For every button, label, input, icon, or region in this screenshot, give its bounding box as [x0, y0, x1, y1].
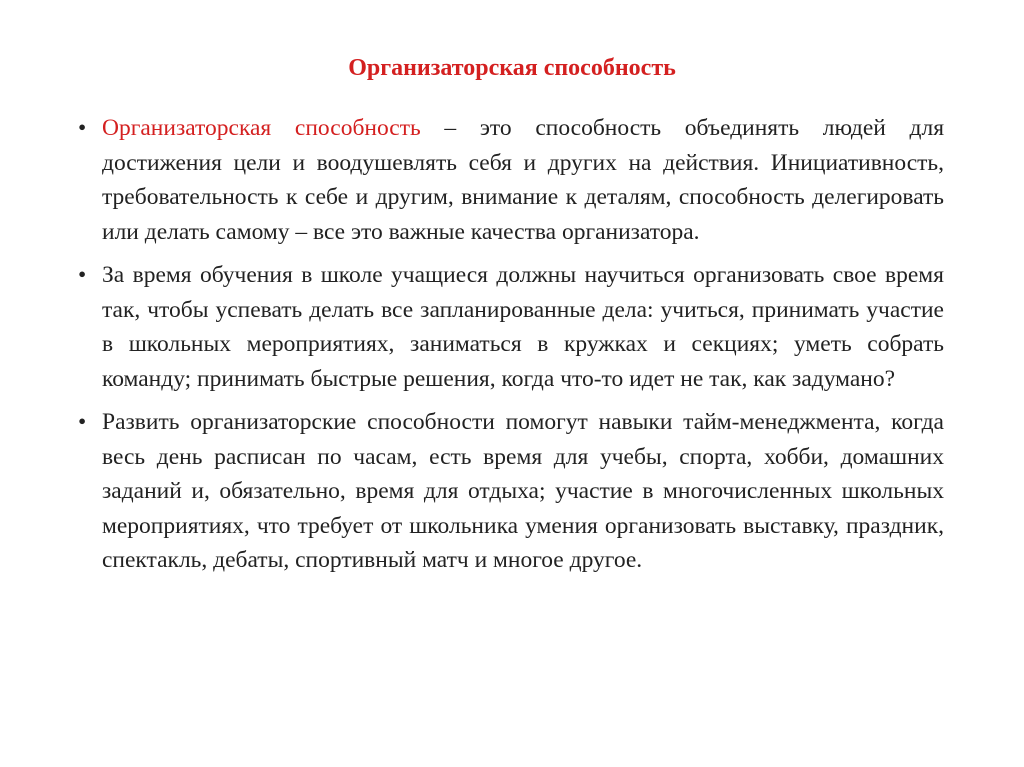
- bullet-item: [78, 405, 944, 578]
- bullet-text: – это способность объединять людей для достижения цели и воодушевлять себя и других на действия. Инициативность, требовательность к себе и другим, внимание к деталям, способность делегировать или делать самому – все это важные качества организатора.: [102, 115, 945, 245]
- bullet-icon: •: [78, 115, 87, 141]
- bullet-list: [78, 111, 944, 578]
- bullet-icon: •: [78, 409, 87, 435]
- bullet-item: [78, 111, 944, 249]
- slide-title: Организаторская способность: [348, 55, 676, 81]
- bullet-item: [78, 258, 944, 396]
- bullet-lead-term: Организаторская способность: [102, 115, 421, 141]
- bullet-text: Развить организаторские способности помогут навыки тайм-менеджмента, когда весь день расписан по часам, есть время для учебы, спорта, хобби, домашних заданий и, обязательно, время для отдыха; участие в многочисленных школьных мероприятиях, что требует от школьника умения организовать выставку, праздник, спектакль, дебаты, спортивный матч и многое другое.: [102, 409, 944, 573]
- bullet-icon: •: [78, 262, 87, 288]
- bullet-text: За время обучения в школе учащиеся должны научиться организовать свое время так, чтобы успевать делать все запланированные дела: учиться, принимать участие в школьных мероприятиях, заниматься в кружках и секциях; уметь собрать команду; принимать быстрые решения, когда что-то идет не так, как задумано?: [102, 262, 944, 392]
